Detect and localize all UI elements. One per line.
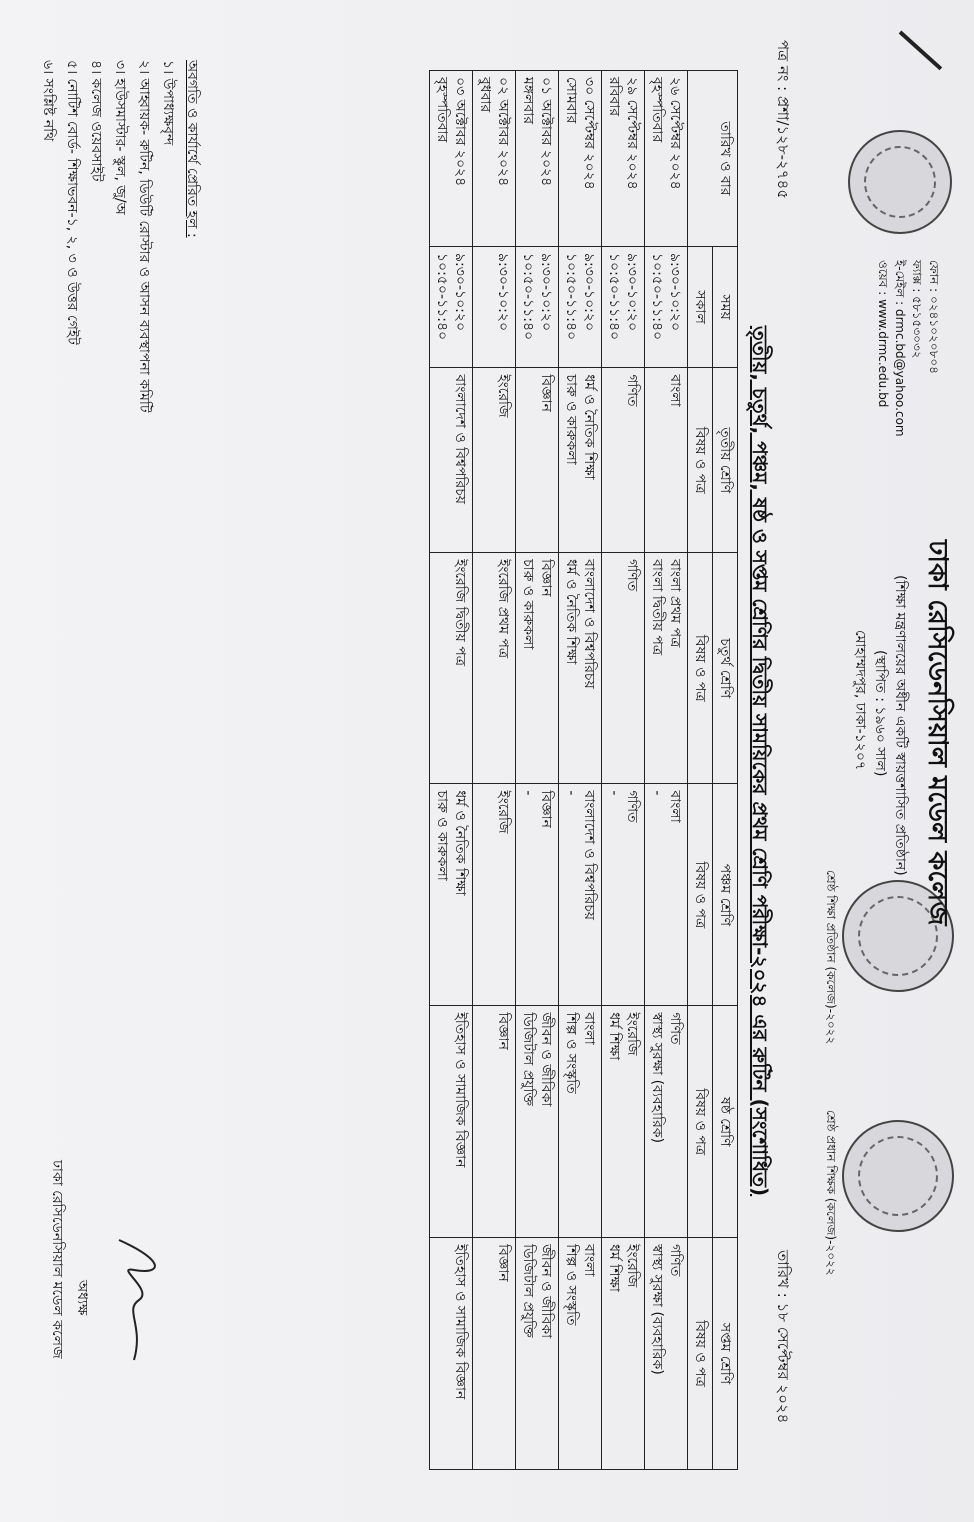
col-morning: সকাল (688, 246, 713, 367)
date-cell-line: বৃহস্পতিবার (649, 77, 665, 143)
col-class7: সপ্তম শ্রেণি (713, 1238, 738, 1470)
college-name: ঢাকা রেসিডেনসিয়াল মডেল কলেজ (922, 540, 953, 926)
class6-cell (559, 1006, 602, 1238)
time-cell-line: ১০:৫০-১১:৪০ (563, 252, 579, 341)
date-cell-line: রবিবার (606, 77, 622, 117)
class7-cell-line: শিল্প ও সংস্কৃতি (563, 1244, 579, 1326)
col-sub: বিষয় ও পত্র (688, 1006, 713, 1238)
principal-signature (104, 1230, 174, 1370)
class6-cell-line: বিজ্ঞান (495, 1012, 511, 1051)
routine-heading: তৃতীয়, চতুর্থ, পঞ্চম, ষষ্ঠ ও সপ্তম শ্রেণির দ্বিতীয় সাময়িকের প্রথম শ্রেণি পরীক্ষা-২০২৪ এর রুটিন (সংশোধিত) (748, 325, 772, 1197)
time-cell-line: ১০:৫০-১১:৪০ (520, 252, 536, 341)
time-cell-line: ৯:৩০-১০:২০ (581, 252, 597, 332)
class4-cell (473, 553, 516, 784)
class6-cell-line: জীবন ও জীবিকা (538, 1012, 554, 1107)
time-cell-line: ১০:৫০-১১:৪০ (649, 252, 665, 341)
cc-item: ৬। সংশ্লিষ্ট নথি (40, 60, 56, 142)
contact-block (874, 260, 942, 437)
class6-cell-line: গণিত (667, 1012, 683, 1045)
award-seal-right (842, 1120, 954, 1232)
class3-cell (473, 368, 516, 553)
cc-item: ৫। নোটিশ বোর্ড- শিক্ষাভবন-১, ২, ৩ ও উত্তর গেইট (64, 60, 80, 345)
class5-cell (430, 784, 473, 1006)
class3-cell-line: চারু ও কারুকলা (563, 374, 579, 465)
date-cell (516, 71, 559, 247)
col-sub: বিষয় ও পত্র (688, 784, 713, 1006)
class7-cell-line: স্বাস্থ্য সুরক্ষা (ব্যবহারিক) (649, 1244, 665, 1375)
class6-cell-line: বাংলা (581, 1012, 597, 1045)
date-cell-line: ৩০ সেপ্টেম্বর ২০২৪ (581, 77, 597, 190)
class6-cell-line: ইতিহাস ও সামাজিক বিজ্ঞান (452, 1012, 468, 1168)
class5-cell-line: - (606, 790, 622, 796)
class3-cell (516, 368, 559, 553)
class6-cell (602, 1006, 645, 1238)
class5-cell-line: চারু ও কারুকলা (434, 790, 450, 881)
time-cell (473, 246, 516, 367)
date-cell-line: ২৬ সেপ্টেম্বর ২০২৪ (667, 77, 683, 190)
class5-cell-line: বিজ্ঞান (538, 790, 554, 829)
class4-cell-line: বাংলাদেশ ও বিশ্বপরিচয় (581, 559, 597, 689)
class6-cell-line: ইংরেজি (624, 1012, 640, 1056)
routine-table (429, 70, 738, 1470)
time-cell-line: ৯:৩০-১০:২০ (452, 252, 468, 332)
class4-cell (645, 553, 688, 784)
class7-cell (430, 1238, 473, 1470)
class6-cell-line: ডিজিটাল প্রযুক্তি (520, 1012, 536, 1106)
college-logo (848, 130, 952, 234)
time-cell (430, 246, 473, 367)
award-left-text: শ্রেষ্ঠ শিক্ষা প্রতিষ্ঠান (কলেজ)-২০২২ (824, 870, 838, 1045)
class5-cell-line: ধর্ম ও নৈতিক শিক্ষা (452, 790, 468, 896)
cc-item: ৩। হাউসমাস্টার- স্কুল, জু/অ (112, 60, 128, 215)
fax-text: ফ্যাক্স : ৫৮১৫৩০৩২ (910, 260, 924, 359)
class7-cell (645, 1238, 688, 1470)
time-cell (516, 246, 559, 367)
class5-cell-line: - (563, 790, 579, 796)
time-cell-line: ১০:৫০-১১:৪০ (434, 252, 450, 341)
award-right-text: শ্রেষ্ঠ প্রধান শিক্ষক (কলেজ)-২০২২ (824, 1110, 838, 1276)
class4-cell-line: ইংরেজি দ্বিতীয় পত্র (452, 559, 468, 667)
class6-cell (473, 1006, 516, 1238)
date-cell-line: বুধবার (477, 77, 493, 113)
class5-cell (516, 784, 559, 1006)
class4-cell (559, 553, 602, 784)
cc-item: ২। আহ্বায়ক- রুটিন, ডিউটি রোস্টার ও আসন ব্যবস্থাপনা কমিটি (136, 60, 152, 413)
table-row (602, 71, 645, 1470)
signature-title: অধ্যক্ষ (74, 1280, 90, 1316)
class5-cell (473, 784, 516, 1006)
time-cell-line: ৯:৩০-১০:২০ (667, 252, 683, 332)
col-sub: বিষয় ও পত্র (688, 553, 713, 784)
col-class6: ষষ্ঠ শ্রেণি (713, 1006, 738, 1238)
date-cell (559, 71, 602, 247)
time-cell (559, 246, 602, 367)
class7-cell-line: ধর্ম শিক্ষা (606, 1244, 622, 1292)
college-line2: (স্থাপিত : ১৯৬০ সাল) (872, 650, 888, 777)
class3-cell-line: বাংলাদেশ ও বিশ্বপরিচয় (452, 374, 468, 505)
cc-item: ১। উপাধ্যক্ষবৃন্দ (160, 60, 176, 146)
class4-cell-line: চারু ও কারুকলা (520, 559, 536, 650)
class6-cell (516, 1006, 559, 1238)
col-class4: চতুর্থ শ্রেণি (713, 553, 738, 784)
date-cell-line: বৃহস্পতিবার (434, 77, 450, 143)
table-row (559, 71, 602, 1470)
class7-cell-line: ইতিহাস ও সামাজিক বিজ্ঞান (452, 1244, 468, 1400)
table-row (430, 71, 473, 1470)
class3-cell (559, 368, 602, 553)
class5-cell (602, 784, 645, 1006)
col-class3: তৃতীয় শ্রেণি (713, 368, 738, 553)
date-cell (430, 71, 473, 247)
col-time: সময় (713, 246, 738, 367)
phone-text: ফোন : ০২৪১০২০৮০৪ (927, 260, 941, 374)
class4-cell (602, 553, 645, 784)
col-sub: বিষয় ও পত্র (688, 368, 713, 553)
class6-cell-line: শিল্প ও সংস্কৃতি (563, 1012, 579, 1094)
email-text: ই-মেইল : drmc.bd@yahoo.com (893, 260, 907, 437)
cc-item: ৪। কলেজ ওয়েবসাইট (88, 60, 104, 182)
time-cell-line: ৯:৩০-১০:২০ (538, 252, 554, 332)
date-cell-line: ০২ অক্টোবর ২০২৪ (495, 77, 511, 187)
time-cell-line: ৯:৩০-১০:২০ (624, 252, 640, 332)
class7-cell-line: জীবন ও জীবিকা (538, 1244, 554, 1339)
class3-cell-line: বিজ্ঞান (538, 374, 554, 413)
class7-cell (516, 1238, 559, 1470)
table-row (473, 71, 516, 1470)
date-cell-line: ২৯ সেপ্টেম্বর ২০২৪ (624, 77, 640, 190)
class6-cell-line: ধর্ম শিক্ষা (606, 1012, 622, 1061)
class3-cell (430, 368, 473, 553)
date-cell-line: ০৩ অক্টোবর ২০২৪ (452, 77, 468, 187)
class5-cell (645, 784, 688, 1006)
cc-list (36, 60, 204, 413)
class4-cell (516, 553, 559, 784)
col-date: তারিখ ও বার (688, 71, 738, 247)
class4-cell-line: ইংরেজি প্রথম পত্র (495, 559, 511, 659)
time-cell (645, 246, 688, 367)
class4-cell-line: বাংলা দ্বিতীয় পত্র (649, 559, 665, 656)
class3-cell-line: বাংলা (667, 374, 683, 407)
time-cell (602, 246, 645, 367)
date-cell-line: ০১ অক্টোবর ২০২৪ (538, 77, 554, 187)
web-text: ওয়েব : www.drmc.edu.bd (876, 260, 890, 408)
memo-number: পত্র নং : প্রশা/১২৮-২৭৪৫ (774, 40, 792, 200)
time-cell-line: ৯:৩০-১০:২০ (495, 252, 511, 332)
date-cell-line: মঙ্গলবার (520, 77, 536, 125)
class4-cell (430, 553, 473, 784)
signature-sub: ঢাকা রেসিডেনসিয়াল মডেল কলেজ (49, 1160, 65, 1359)
col-sub: বিষয় ও পত্র (688, 1238, 713, 1470)
class4-cell-line: গণিত (624, 559, 640, 592)
date-cell (602, 71, 645, 247)
class4-cell-line: বিজ্ঞান (538, 559, 554, 597)
class7-cell-line: বিজ্ঞান (495, 1244, 511, 1282)
date-cell (645, 71, 688, 247)
cc-title: অবগতি ও কার্যার্থে প্রেরিত হল : (184, 60, 200, 238)
class3-cell-line: ধর্ম ও নৈতিক শিক্ষা (581, 374, 597, 480)
class3-cell-line: ইংরেজি (495, 374, 511, 418)
class7-cell (473, 1238, 516, 1470)
class6-cell (645, 1006, 688, 1238)
date-cell (473, 71, 516, 247)
class3-cell-line: গণিত (624, 374, 640, 407)
class6-cell-line: স্বাস্থ্য সুরক্ষা (ব্যবহারিক) (649, 1012, 665, 1144)
class5-cell-line: বাংলাদেশ ও বিশ্বপরিচয় (581, 790, 597, 921)
class5-cell-line: - (520, 790, 536, 796)
date-cell-line: সোমবার (563, 77, 579, 124)
class7-cell-line: ডিজিটাল প্রযুক্তি (520, 1244, 536, 1338)
class6-cell (430, 1006, 473, 1238)
class5-cell (559, 784, 602, 1006)
col-class5: পঞ্চম শ্রেণি (713, 784, 738, 1006)
class3-cell (645, 368, 688, 553)
document-date: তারিখ : ১৮ সেপ্টেম্বর ২০২৪ (774, 1250, 792, 1424)
class7-cell-line: গণিত (667, 1244, 683, 1277)
class4-cell-line: ধর্ম ও নৈতিক শিক্ষা (563, 559, 579, 665)
class3-cell (602, 368, 645, 553)
class5-cell-line: ইংরেজি (495, 790, 511, 834)
class5-cell-line: - (649, 790, 665, 796)
class7-cell-line: বাংলা (581, 1244, 597, 1277)
college-line1: (শিক্ষা মন্ত্রণালয়ের অধীন একটি স্বায়ত্তশাসিত প্রতিষ্ঠান) (892, 575, 908, 876)
class5-cell-line: গণিত (624, 790, 640, 823)
class7-cell (602, 1238, 645, 1470)
class5-cell-line: বাংলা (667, 790, 683, 823)
class7-cell-line: ইংরেজি (624, 1244, 640, 1288)
class7-cell (559, 1238, 602, 1470)
class4-cell-line: বাংলা প্রথম পত্র (667, 559, 683, 648)
table-row (516, 71, 559, 1470)
table-row (645, 71, 688, 1470)
time-cell-line: ১০:৫০-১১:৪০ (606, 252, 622, 341)
college-address: মোহাম্মদপুর, ঢাকা-১২০৭ (852, 630, 868, 771)
